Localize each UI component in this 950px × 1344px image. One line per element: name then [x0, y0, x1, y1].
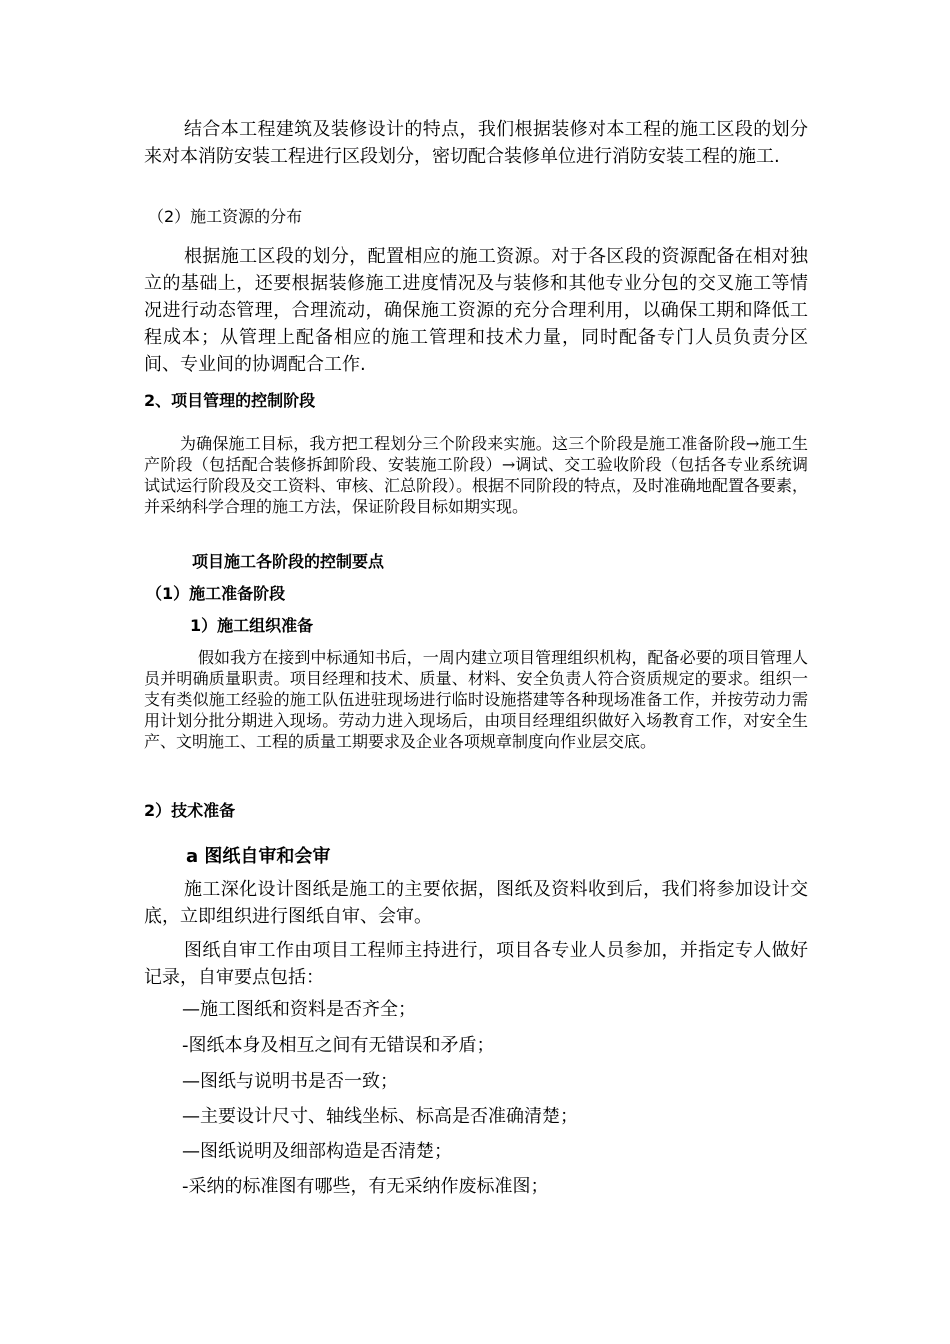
section2-paragraph: 为确保施工目标，我方把工程划分三个阶段来实施。这三个阶段是施工准备阶段→施工生产阶段（包括配合装修拆卸阶段、安装施工阶段）→调试、交工验收阶段（包括各专业系统调试试运行阶段及交工资料、审核、汇总阶段）。根据不同阶段的特点，及时准确地配置各要素，并采纳科学合理的施工方法，保证阶段目标如期实现。 — [144, 434, 809, 516]
intro-paragraph: 结合本工程建筑及装修设计的特点，我们根据装修对本工程的施工区段的划分来对本消防安装工程进行区段划分，密切配合装修单位进行消防安装工程的施工. — [144, 119, 808, 167]
drawing-review-heading: a 图纸自审和会审 — [186, 846, 331, 867]
checklist-item: —图纸与说明书是否一致； — [182, 1071, 398, 1092]
prep-stage-heading: （1）施工准备阶段 — [146, 584, 286, 603]
section2-heading: 2、项目管理的控制阶段 — [144, 391, 316, 410]
checklist-item: —图纸说明及细部构造是否清楚； — [182, 1141, 452, 1162]
checklist-item: —主要设计尺寸、轴线坐标、标高是否准确清楚； — [182, 1106, 578, 1127]
drawing-paragraph-1: 施工深化设计图纸是施工的主要依据，图纸及资料收到后，我们将参加设计交底，立即组织进行图纸自审、会审。 — [144, 879, 808, 927]
checklist-item: -采纳的标准图有哪些，有无采纳作废标准图； — [182, 1176, 549, 1197]
resource-paragraph: 根据施工区段的划分，配置相应的施工资源。对于各区段的资源配备在相对独立的基础上，还要根据装修施工进度情况及与装修和其他专业分包的交叉施工等情况进行动态管理，合理流动，确保施工资源的充分合理利用，以确保工期和降低工程成本；从管理上配备相应的施工管理和技术力量，同时配备专门人员负责分区间、专业间的协调配合工作. — [144, 246, 808, 375]
checklist-item: -图纸本身及相互之间有无错误和矛盾； — [182, 1035, 495, 1056]
drawing-paragraph-2: 图纸自审工作由项目工程师主持进行，项目各专业人员参加，并指定专人做好记录，自审要点包括： — [144, 940, 808, 988]
checklist-item: —施工图纸和资料是否齐全； — [182, 999, 416, 1020]
org-prep-paragraph: 假如我方在接到中标通知书后，一周内建立项目管理组织机构，配备必要的项目管理人员并明确质量职责。项目经理和技术、质量、材料、安全负责人符合资质规定的要求。组织一支有类似施工经验的施工队伍进驻现场进行临时设施搭建等各种现场准备工作，并按劳动力需用计划分批分期进入现场。劳动力进入现场后，由项目经理组织做好入场教育工作，对安全生产、文明施工、工程的质量工期要求及企业各项规章制度向作业层交底。 — [144, 648, 808, 751]
resource-heading: （2）施工资源的分布 — [148, 207, 303, 226]
control-points-heading: 项目施工各阶段的控制要点 — [192, 552, 385, 571]
tech-prep-heading: 2）技术准备 — [144, 801, 236, 820]
org-prep-heading: 1）施工组织准备 — [190, 616, 314, 635]
